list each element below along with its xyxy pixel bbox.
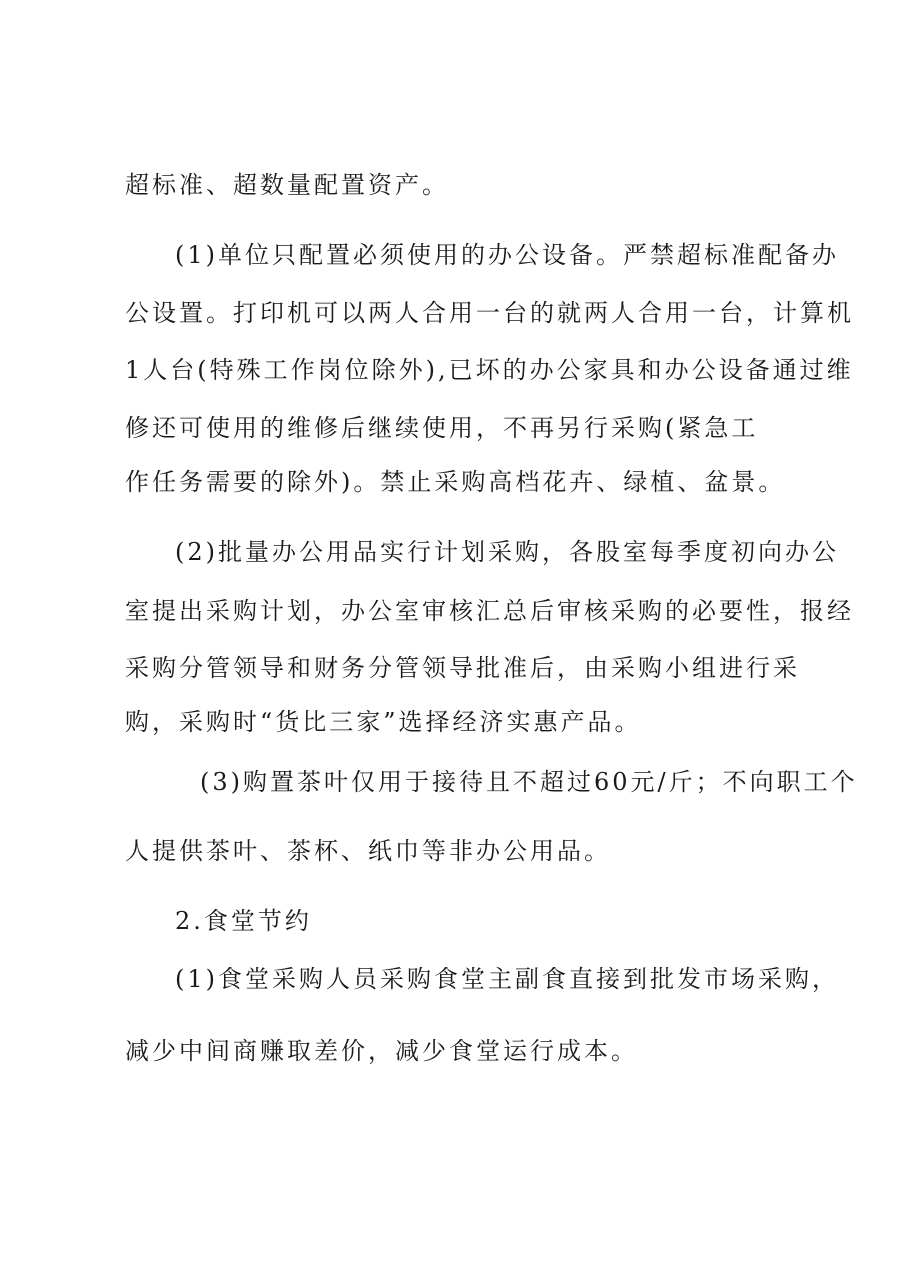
paragraph-line-5: 修还可使用的维修后继续使用，不再另行采购(紧急工 (125, 414, 759, 442)
section-heading: 2.食堂节约 (175, 907, 312, 935)
paragraph-line-3: 公设置。打印机可以两人合用一台的就两人合用一台，计算机 (125, 299, 854, 327)
paragraph-line-1: 超标准、超数量配置资产。 (125, 171, 449, 199)
paragraph-line-6: 作任务需要的除外)。禁止采购高档花卉、绿植、盆景。 (125, 468, 786, 496)
paragraph-line-13: (1)食堂采购人员采购食堂主副食直接到批发市场采购， (175, 965, 839, 993)
paragraph-line-9: 采购分管领导和财务分管领导批准后，由采购小组进行采 (125, 654, 800, 682)
paragraph-line-11: (3)购置茶叶仅用于接待且不超过60元/斤；不向职工个 (200, 768, 858, 796)
paragraph-line-4: 1人台(特殊工作岗位除外),已坏的办公家具和办公设备通过维 (125, 356, 854, 384)
paragraph-line-7: (2)批量办公用品实行计划采购，各股室每季度初向办公 (175, 538, 839, 566)
paragraph-line-14: 减少中间商赚取差价，减少食堂运行成本。 (125, 1037, 638, 1065)
paragraph-line-8: 室提出采购计划，办公室审核汇总后审核采购的必要性，报经 (125, 597, 854, 625)
paragraph-line-12: 人提供茶叶、茶杯、纸巾等非办公用品。 (125, 837, 611, 865)
paragraph-line-10: 购，采购时“货比三家”选择经济实惠产品。 (125, 708, 642, 736)
paragraph-line-2: (1)单位只配置必须使用的办公设备。严禁超标准配备办 (175, 241, 839, 269)
